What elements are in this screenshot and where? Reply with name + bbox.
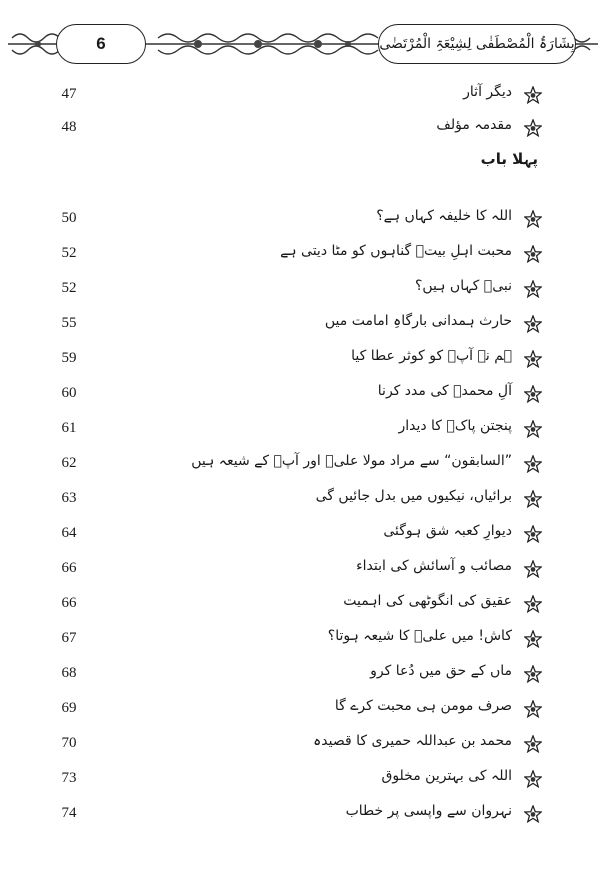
toc-title: حارث ہمدانی بارگاہِ امامت میں <box>324 313 512 329</box>
star-bullet-icon <box>524 280 542 298</box>
star-bullet-icon <box>524 595 542 613</box>
toc-page-number: 59 <box>61 350 77 366</box>
toc-entry[interactable] <box>0 803 604 827</box>
toc-title: نہروان سے واپسی پر خطاب <box>345 803 512 819</box>
toc-entry[interactable] <box>0 488 604 512</box>
toc-page-number: 63 <box>61 490 77 506</box>
toc-page-number: 52 <box>61 245 77 261</box>
toc-title: اللہ کا خلیفہ کہاں ہے؟ <box>376 208 512 224</box>
toc-entry[interactable] <box>0 698 604 722</box>
toc-title: پنجتن پاکؑ کا دیدار <box>398 418 512 434</box>
toc-entry[interactable] <box>0 593 604 617</box>
page-number: 6 <box>96 34 106 53</box>
star-bullet-icon <box>524 665 542 683</box>
toc-page-number: 55 <box>61 315 77 331</box>
toc-title: دیگر آثار <box>463 84 512 100</box>
toc-title: صرف مومن ہی محبت کرے گا <box>334 698 512 714</box>
toc-title: عقیق کی انگوٹھی کی اہمیت <box>343 593 512 609</box>
toc-entry[interactable] <box>0 117 604 141</box>
toc-page-number: 60 <box>61 385 77 401</box>
toc-entry[interactable] <box>0 768 604 792</box>
toc-entry[interactable] <box>0 663 604 687</box>
star-bullet-icon <box>524 350 542 368</box>
star-bullet-icon <box>524 315 542 333</box>
toc-page-number: 67 <box>61 630 77 646</box>
toc-page-number: 62 <box>61 455 77 471</box>
toc-entry[interactable] <box>0 313 604 337</box>
toc-title: ہم نے آپؐ کو کوثر عطا کیا <box>351 348 512 364</box>
book-title: بِشَارَۃُ الْمُصْطَفٰی لِشِیْعَۃِ الْمُرْتَضٰی <box>379 36 575 52</box>
toc-title: نبیؐ کہاں ہیں؟ <box>414 278 512 294</box>
toc-page-number: 73 <box>61 770 77 786</box>
toc-page-number: 66 <box>61 560 77 576</box>
toc-entry[interactable] <box>0 523 604 547</box>
star-bullet-icon <box>524 770 542 788</box>
toc-title: برائیاں، نیکیوں میں بدل جائیں گی <box>315 488 512 504</box>
toc-title: ماں کے حق میں دُعا کرو <box>370 663 512 679</box>
star-bullet-icon <box>524 245 542 263</box>
star-bullet-icon <box>524 420 542 438</box>
star-bullet-icon <box>524 630 542 648</box>
star-bullet-icon <box>524 455 542 473</box>
star-bullet-icon <box>524 210 542 228</box>
star-bullet-icon <box>524 86 542 104</box>
toc-page-number: 61 <box>61 420 77 436</box>
star-bullet-icon <box>524 490 542 508</box>
toc-entry[interactable] <box>0 628 604 652</box>
toc-entry[interactable] <box>0 383 604 407</box>
star-bullet-icon <box>524 735 542 753</box>
toc-page-number: 69 <box>61 700 77 716</box>
toc-entry[interactable] <box>0 84 604 108</box>
toc-entry[interactable] <box>0 733 604 757</box>
toc-title: مصائب و آسائش کی ابتداء <box>356 558 512 574</box>
toc-title: مقدمہ مؤلف <box>436 117 512 133</box>
star-bullet-icon <box>524 385 542 403</box>
toc-page-number: 50 <box>61 210 77 226</box>
section-heading: پہلا باب <box>480 150 538 168</box>
toc-title: اللہ کی بہترین مخلوق <box>381 768 512 784</box>
page-header <box>8 24 598 64</box>
toc-title: ”السابقون“ سے مراد مولا علیؑ اور آپؑ کے شیعہ ہیں <box>191 453 512 469</box>
book-title-badge <box>378 24 576 64</box>
star-bullet-icon <box>524 119 542 137</box>
toc-title: محمد بن عبداللہ حمیری کا قصیدہ <box>313 733 512 749</box>
toc-title: آلِ محمدؑ کی مدد کرنا <box>377 383 512 399</box>
toc-page-number: 74 <box>61 805 77 821</box>
toc-entry[interactable] <box>0 453 604 477</box>
toc-entry[interactable] <box>0 208 604 232</box>
star-bullet-icon <box>524 560 542 578</box>
star-bullet-icon <box>524 525 542 543</box>
toc-page-number: 47 <box>61 86 77 102</box>
toc-title: دیوارِ کعبہ شق ہوگئی <box>383 523 512 539</box>
star-bullet-icon <box>524 805 542 823</box>
toc-title: کاش! میں علیؑ کا شیعہ ہوتا؟ <box>327 628 512 644</box>
toc-page-number: 70 <box>61 735 77 751</box>
toc-title: محبت اہلِ بیتؑ گناہوں کو مٹا دیتی ہے <box>280 243 512 259</box>
toc-page-number: 48 <box>61 119 77 135</box>
page-number-badge <box>56 24 146 64</box>
toc-page-number: 64 <box>61 525 77 541</box>
toc-entry[interactable] <box>0 558 604 582</box>
toc-entry[interactable] <box>0 243 604 267</box>
toc-page-number: 66 <box>61 595 77 611</box>
star-bullet-icon <box>524 700 542 718</box>
toc-entry[interactable] <box>0 418 604 442</box>
toc-entry[interactable] <box>0 348 604 372</box>
toc-page-number: 52 <box>61 280 77 296</box>
toc-entry[interactable] <box>0 278 604 302</box>
toc-page-number: 68 <box>61 665 77 681</box>
